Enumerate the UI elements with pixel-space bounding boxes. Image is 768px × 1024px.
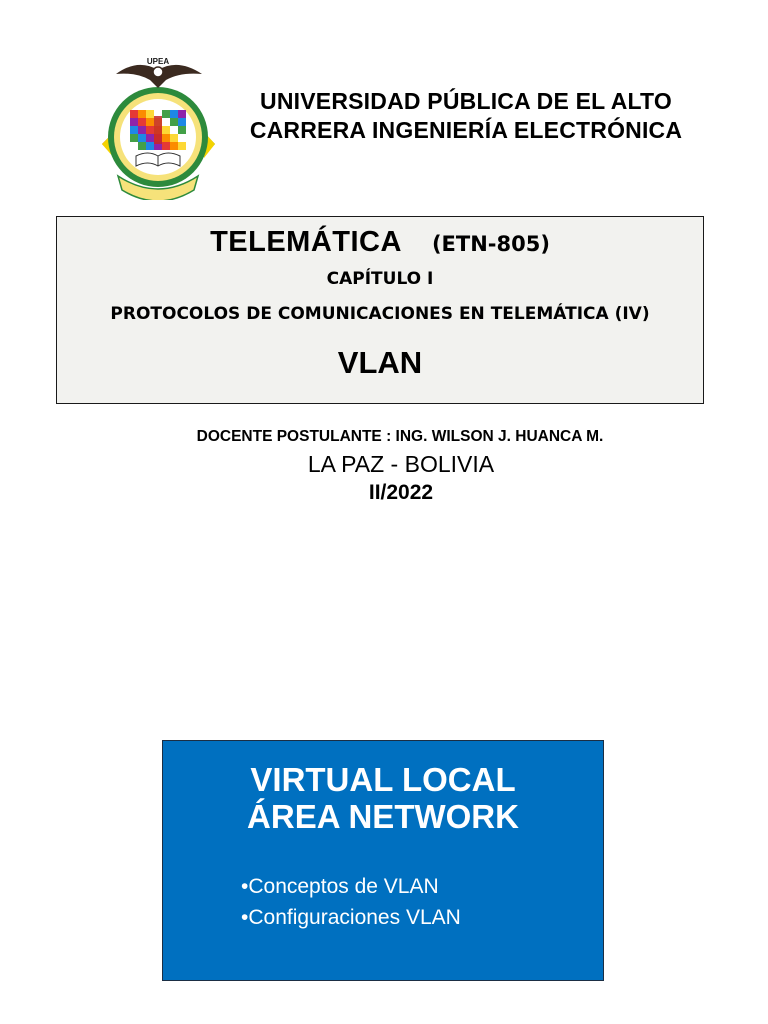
period-line: II/2022 — [368, 481, 434, 504]
chapter-subtitle: PROTOCOLOS DE COMUNICACIONES EN TELEMÁTICA (IV) — [110, 304, 650, 324]
summary-bullet-list — [241, 871, 461, 933]
summary-box — [162, 740, 604, 981]
university-logo — [96, 52, 221, 200]
course-code: (ETN-805) — [431, 232, 550, 256]
university-name: UNIVERSIDAD PÚBLICA DE EL ALTO — [260, 88, 672, 114]
bullet-item: •Configuraciones VLAN — [241, 906, 461, 929]
place-line: LA PAZ - BOLIVIA — [307, 451, 495, 477]
summary-title-line-1: VIRTUAL LOCAL — [250, 761, 516, 798]
career-name: CARRERA INGENIERÍA ELECTRÓNICA — [249, 117, 683, 143]
summary-title — [163, 761, 603, 835]
course-line — [57, 226, 703, 259]
university-header — [226, 87, 706, 145]
topic-title: VLAN — [337, 345, 423, 380]
chapter-label: CAPÍTULO I — [326, 269, 434, 289]
summary-title-line-2: ÁREA NETWORK — [247, 798, 519, 835]
course-name: TELEMÁTICA — [210, 226, 402, 258]
bullet-item: •Conceptos de VLAN — [241, 875, 439, 898]
logo-acronym: UPEA — [146, 57, 170, 66]
course-title-box — [56, 216, 704, 404]
teacher-line: DOCENTE POSTULANTE : ING. WILSON J. HUANCA M. — [196, 428, 604, 445]
